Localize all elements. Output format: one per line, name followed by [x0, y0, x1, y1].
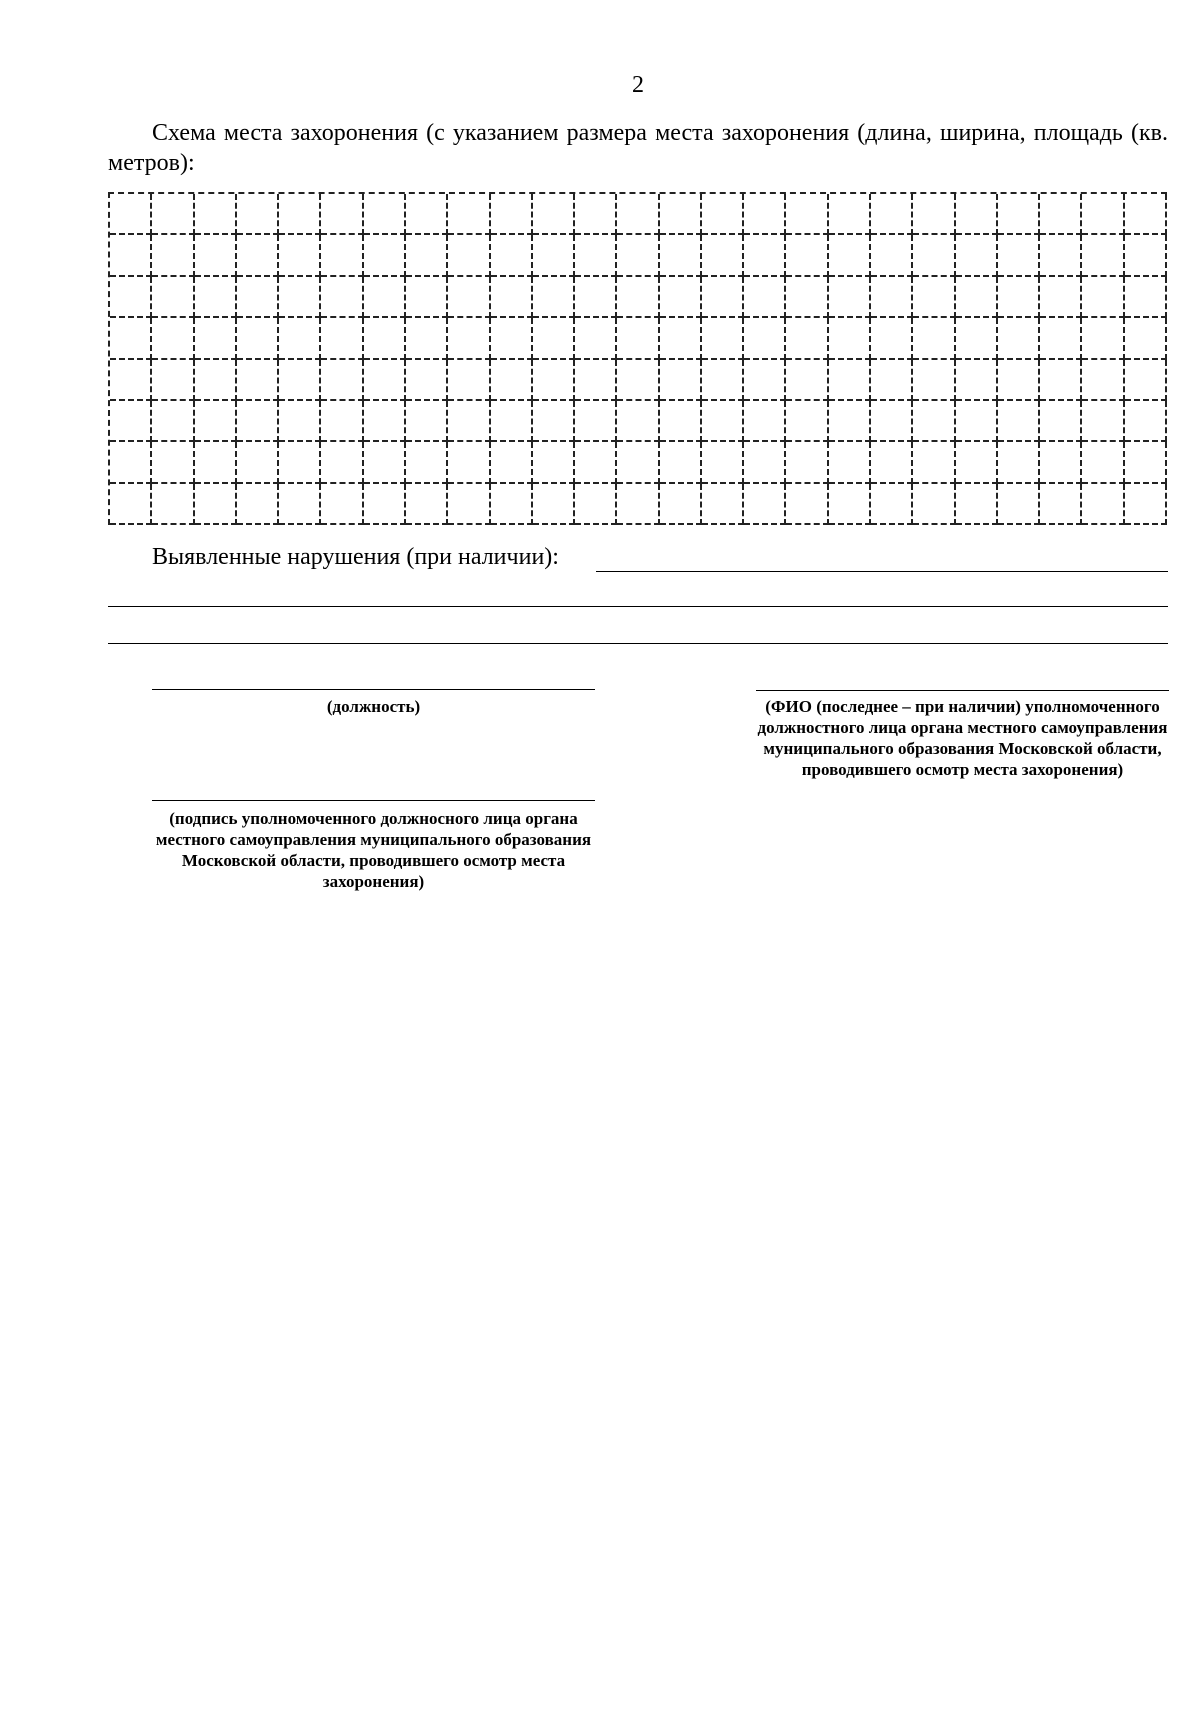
- grid-cell: [913, 318, 955, 359]
- violations-label: Выявленные нарушения (при наличии):: [152, 544, 559, 570]
- grid-cell: [1125, 235, 1167, 276]
- grid-cell: [110, 194, 152, 235]
- grid-cell: [575, 318, 617, 359]
- grid-cell: [786, 318, 828, 359]
- fio-signature-line[interactable]: [756, 690, 1169, 691]
- grid-cell: [237, 401, 279, 442]
- grid-cell: [829, 235, 871, 276]
- grid-cell: [702, 235, 744, 276]
- grid-cell: [575, 484, 617, 525]
- grid-cell: [829, 360, 871, 401]
- grid-cell: [448, 360, 490, 401]
- grid-cell: [321, 318, 363, 359]
- violations-input-line-2[interactable]: [108, 606, 1168, 607]
- grid-cell: [364, 360, 406, 401]
- grid-cell: [448, 401, 490, 442]
- grid-cell: [829, 442, 871, 483]
- grid-cell: [956, 360, 998, 401]
- page-number: 2: [632, 72, 644, 98]
- grid-cell: [913, 484, 955, 525]
- grid-cell: [575, 277, 617, 318]
- grid-cell: [152, 277, 194, 318]
- grid-cell: [702, 318, 744, 359]
- grid-cell: [575, 235, 617, 276]
- grid-cell: [491, 194, 533, 235]
- burial-scheme-grid: [108, 192, 1167, 525]
- grid-cell: [533, 360, 575, 401]
- grid-cell: [533, 484, 575, 525]
- grid-cell: [660, 442, 702, 483]
- signature-line[interactable]: [152, 800, 595, 801]
- grid-cell: [406, 401, 448, 442]
- grid-cell: [829, 318, 871, 359]
- grid-cell: [110, 360, 152, 401]
- signature-caption: (подпись уполномоченного должносного лица органа местного самоуправления муниципального образования Московской области, проводившего осмотр места захоронения): [155, 809, 592, 891]
- position-caption: (должность): [326, 697, 421, 716]
- grid-cell: [491, 484, 533, 525]
- grid-cell: [871, 277, 913, 318]
- grid-cell: [448, 235, 490, 276]
- grid-cell: [998, 277, 1040, 318]
- grid-cell: [1125, 442, 1167, 483]
- grid-cell: [786, 360, 828, 401]
- grid-cell: [406, 442, 448, 483]
- grid-cell: [533, 194, 575, 235]
- grid-cell: [491, 401, 533, 442]
- grid-cell: [702, 442, 744, 483]
- grid-cell: [871, 318, 913, 359]
- grid-cell: [702, 401, 744, 442]
- grid-cell: [660, 235, 702, 276]
- grid-cell: [744, 235, 786, 276]
- grid-cell: [321, 484, 363, 525]
- position-signature-line[interactable]: [152, 689, 595, 690]
- grid-cell: [871, 360, 913, 401]
- grid-cell: [871, 235, 913, 276]
- grid-cell: [491, 318, 533, 359]
- grid-cell: [1082, 442, 1124, 483]
- grid-cell: [364, 194, 406, 235]
- grid-cell: [702, 194, 744, 235]
- grid-cell: [660, 401, 702, 442]
- grid-cell: [491, 442, 533, 483]
- grid-cell: [1082, 277, 1124, 318]
- grid-cell: [364, 484, 406, 525]
- grid-cell: [617, 277, 659, 318]
- grid-cell: [575, 194, 617, 235]
- grid-cell: [1082, 401, 1124, 442]
- grid-cell: [660, 484, 702, 525]
- grid-cell: [575, 401, 617, 442]
- grid-cell: [406, 194, 448, 235]
- grid-cell: [152, 401, 194, 442]
- grid-cell: [321, 277, 363, 318]
- grid-cell: [913, 194, 955, 235]
- grid-cell: [279, 442, 321, 483]
- grid-cell: [152, 442, 194, 483]
- grid-cell: [617, 318, 659, 359]
- grid-cell: [1125, 277, 1167, 318]
- grid-cell: [448, 442, 490, 483]
- grid-cell: [321, 442, 363, 483]
- grid-cell: [448, 318, 490, 359]
- grid-cell: [533, 277, 575, 318]
- grid-cell: [744, 442, 786, 483]
- grid-cell: [110, 442, 152, 483]
- grid-cell: [660, 318, 702, 359]
- grid-cell: [195, 194, 237, 235]
- grid-cell: [406, 360, 448, 401]
- grid-cell: [786, 484, 828, 525]
- grid-cell: [956, 194, 998, 235]
- grid-cell: [1040, 277, 1082, 318]
- grid-cell: [237, 194, 279, 235]
- grid-cell: [364, 277, 406, 318]
- grid-cell: [871, 194, 913, 235]
- grid-cell: [744, 318, 786, 359]
- grid-cell: [110, 318, 152, 359]
- grid-cell: [237, 318, 279, 359]
- grid-cell: [956, 318, 998, 359]
- grid-cell: [956, 484, 998, 525]
- grid-cell: [1125, 360, 1167, 401]
- grid-cell: [279, 235, 321, 276]
- grid-cell: [1125, 194, 1167, 235]
- fio-caption: (ФИО (последнее – при наличии) уполномоченного должностного лица органа местного самоуправления муниципального образования Московской области, проводившего осмотр места захоронения): [757, 697, 1168, 779]
- grid-cell: [1040, 194, 1082, 235]
- grid-cell: [617, 442, 659, 483]
- grid-cell: [491, 235, 533, 276]
- grid-cell: [406, 277, 448, 318]
- grid-cell: [913, 360, 955, 401]
- grid-cell: [321, 401, 363, 442]
- grid-cell: [152, 194, 194, 235]
- grid-cell: [1040, 318, 1082, 359]
- grid-cell: [152, 235, 194, 276]
- grid-cell: [321, 194, 363, 235]
- grid-cell: [448, 277, 490, 318]
- grid-cell: [913, 401, 955, 442]
- grid-cell: [617, 401, 659, 442]
- grid-cell: [744, 277, 786, 318]
- grid-cell: [1040, 360, 1082, 401]
- grid-cell: [1082, 484, 1124, 525]
- grid-cell: [406, 484, 448, 525]
- grid-cell: [491, 277, 533, 318]
- grid-cell: [279, 318, 321, 359]
- grid-cell: [110, 401, 152, 442]
- grid-cell: [152, 484, 194, 525]
- grid-cell: [998, 318, 1040, 359]
- grid-cell: [913, 277, 955, 318]
- grid-cell: [237, 442, 279, 483]
- grid-cell: [871, 442, 913, 483]
- grid-cell: [533, 442, 575, 483]
- grid-cell: [660, 277, 702, 318]
- grid-cell: [1082, 360, 1124, 401]
- grid-cell: [533, 318, 575, 359]
- grid-cell: [195, 235, 237, 276]
- grid-cell: [279, 401, 321, 442]
- grid-cell: [195, 401, 237, 442]
- grid-cell: [998, 401, 1040, 442]
- grid-cell: [998, 194, 1040, 235]
- grid-cell: [448, 194, 490, 235]
- grid-cell: [617, 235, 659, 276]
- grid-cell: [237, 277, 279, 318]
- grid-cell: [110, 484, 152, 525]
- grid-cell: [617, 360, 659, 401]
- grid-cell: [998, 484, 1040, 525]
- violations-input-line-1[interactable]: [596, 571, 1168, 572]
- grid-cell: [279, 360, 321, 401]
- grid-cell: [660, 194, 702, 235]
- grid-cell: [702, 360, 744, 401]
- grid-cell: [364, 442, 406, 483]
- grid-cell: [491, 360, 533, 401]
- grid-cell: [195, 442, 237, 483]
- scheme-heading: Схема места захоронения (с указанием размера места захоронения (длина, ширина, площадь (кв. метров):: [108, 120, 1168, 176]
- grid-cell: [829, 484, 871, 525]
- grid-cell: [786, 442, 828, 483]
- grid-cell: [279, 484, 321, 525]
- grid-cell: [998, 360, 1040, 401]
- grid-cell: [364, 235, 406, 276]
- grid-cell: [575, 360, 617, 401]
- grid-cell: [1125, 484, 1167, 525]
- grid-cell: [829, 277, 871, 318]
- grid-cell: [321, 235, 363, 276]
- grid-cell: [364, 401, 406, 442]
- grid-cell: [702, 277, 744, 318]
- grid-cell: [829, 194, 871, 235]
- grid-cell: [617, 194, 659, 235]
- grid-cell: [786, 277, 828, 318]
- grid-cell: [195, 484, 237, 525]
- grid-cell: [998, 442, 1040, 483]
- grid-cell: [1082, 235, 1124, 276]
- grid-cell: [448, 484, 490, 525]
- grid-cell: [1082, 194, 1124, 235]
- grid-cell: [744, 360, 786, 401]
- grid-cell: [406, 318, 448, 359]
- grid-cell: [956, 442, 998, 483]
- grid-cell: [1125, 401, 1167, 442]
- grid-cell: [702, 484, 744, 525]
- grid-cell: [195, 277, 237, 318]
- grid-cell: [195, 360, 237, 401]
- grid-cell: [152, 318, 194, 359]
- grid-cell: [744, 401, 786, 442]
- grid-cell: [786, 401, 828, 442]
- grid-cell: [321, 360, 363, 401]
- grid-cell: [237, 484, 279, 525]
- grid-cell: [829, 401, 871, 442]
- grid-cell: [110, 235, 152, 276]
- grid-cell: [237, 235, 279, 276]
- grid-cell: [237, 360, 279, 401]
- grid-cell: [786, 235, 828, 276]
- grid-cell: [575, 442, 617, 483]
- grid-cell: [660, 360, 702, 401]
- grid-cell: [406, 235, 448, 276]
- grid-cell: [956, 401, 998, 442]
- grid-cell: [152, 360, 194, 401]
- grid-cell: [956, 235, 998, 276]
- grid-cell: [617, 484, 659, 525]
- grid-cell: [533, 401, 575, 442]
- grid-cell: [871, 484, 913, 525]
- grid-cell: [279, 194, 321, 235]
- grid-cell: [110, 277, 152, 318]
- grid-cell: [1040, 442, 1082, 483]
- violations-input-line-3[interactable]: [108, 643, 1168, 644]
- grid-cell: [279, 277, 321, 318]
- grid-cell: [195, 318, 237, 359]
- grid-cell: [1082, 318, 1124, 359]
- grid-cell: [998, 235, 1040, 276]
- grid-cell: [913, 235, 955, 276]
- grid-cell: [786, 194, 828, 235]
- grid-cell: [744, 194, 786, 235]
- grid-cell: [1040, 235, 1082, 276]
- grid-cell: [1040, 401, 1082, 442]
- grid-cell: [1040, 484, 1082, 525]
- grid-cell: [913, 442, 955, 483]
- grid-cell: [364, 318, 406, 359]
- grid-cell: [871, 401, 913, 442]
- grid-cell: [744, 484, 786, 525]
- grid-cell: [533, 235, 575, 276]
- grid-cell: [1125, 318, 1167, 359]
- grid-cell: [956, 277, 998, 318]
